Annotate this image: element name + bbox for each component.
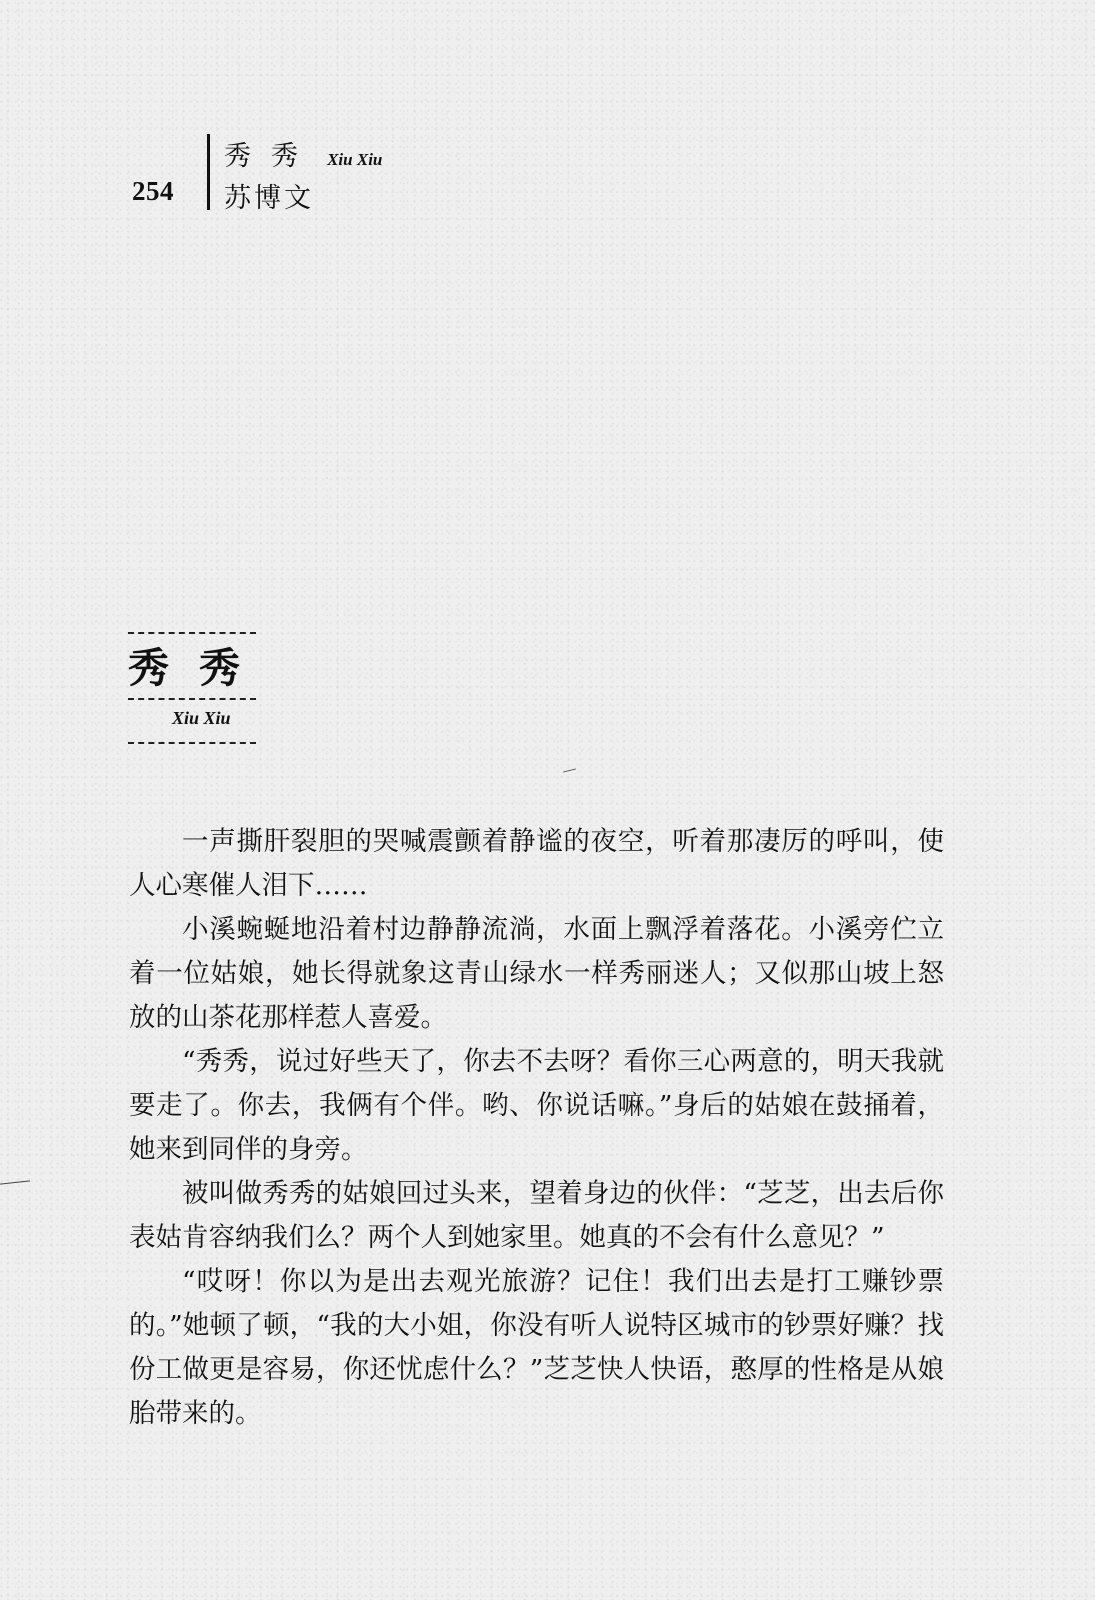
chapter-title: 秀秀	[128, 644, 270, 692]
running-header-author: 苏博文	[224, 183, 314, 214]
paragraph: 被叫做秀秀的姑娘回过头来，望着身边的伙伴：“芝芝，出去后你表姑肯容纳我们么？两个人到她家里。她真的不会有什么意见？”	[129, 1178, 944, 1253]
chapter-title-roman: Xiu Xiu	[172, 708, 231, 728]
running-header-title-roman: Xiu Xiu	[327, 150, 383, 169]
title-dashed-rule-top	[128, 632, 256, 634]
running-header-title-row	[224, 134, 382, 173]
scan-artifact-mark	[0, 1180, 30, 1184]
body-text	[129, 820, 944, 1436]
title-dashed-rule-bottom	[128, 742, 256, 744]
paragraph: 一声撕肝裂胆的哭喊震颤着静谧的夜空，听着那凄厉的呼叫，使人心寒催人泪下……	[129, 826, 944, 901]
title-dashed-rule-middle	[128, 698, 256, 700]
running-header-title: 秀秀	[224, 141, 318, 172]
header-divider	[207, 134, 210, 210]
chapter-title-block	[128, 632, 270, 752]
paragraph: 小溪蜿蜒地沿着村边静静流淌，水面上飘浮着落花。小溪旁伫立着一位姑娘，她长得就象这青山绿水一样秀丽迷人；又似那山坡上怒放的山茶花那样惹人喜爱。	[129, 914, 944, 1033]
paragraph: “哎呀！你以为是出去观光旅游？记住！我们出去是打工赚钞票的。”她顿了顿，“我的大小姐，你没有听人说特区城市的钞票好赚？找份工做更是容易，你还忧虑什么？”芝芝快人快语，憨厚的性格是从娘胎带来的。	[129, 1266, 944, 1429]
scan-artifact-mark	[563, 768, 576, 772]
page-number: 254	[132, 176, 174, 206]
paragraph: “秀秀，说过好些天了，你去不去呀？看你三心两意的，明天我就要走了。你去，我俩有个伴。哟、你说话嘛。”身后的姑娘在鼓捅着，她来到同伴的身旁。	[129, 1046, 944, 1165]
running-header	[132, 134, 462, 214]
